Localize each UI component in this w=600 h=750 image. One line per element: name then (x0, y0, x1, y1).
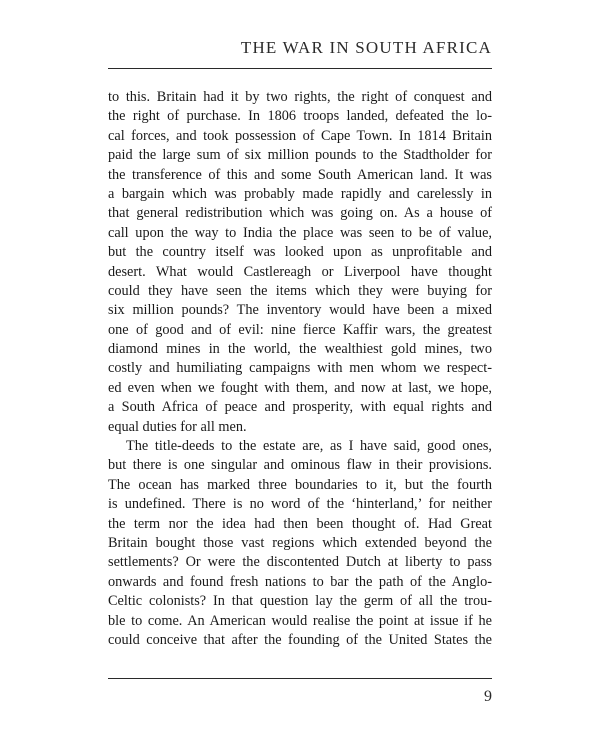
text-line: equal duties for all men. (108, 418, 247, 435)
text-line: desert. What would Castlereagh or Liverpool have thought (108, 263, 492, 280)
footer-rule (108, 678, 492, 679)
text-line: diamond mines in the world, the wealthiest gold mines, two (108, 341, 492, 358)
text-line: but the country itself was looked upon as unprofitable and (108, 244, 492, 261)
text-line: one of good and of evil: nine fierce Kaffir wars, the greatest (108, 321, 492, 338)
text-line: cal forces, and took possession of Cape Town. In 1814 Britain (108, 127, 492, 144)
text-line: the transference of this and some South American land. It was (108, 166, 492, 183)
text-line: onwards and found fresh nations to bar the path of the Anglo- (108, 573, 492, 590)
text-line: a South Africa of peace and prosperity, with equal rights and (108, 399, 492, 416)
page-number: 9 (484, 688, 492, 705)
text-line: is undefined. There is no word of the ‘hinterland,’ for neither (108, 496, 492, 513)
text-line: paid the large sum of six million pounds to the Stadtholder for (108, 147, 492, 164)
header-rule (108, 68, 492, 69)
text-line: a bargain which was probably made rapidly and carelessly in (108, 185, 492, 202)
text-line: The ocean has marked three boundaries to it, but the fourth (108, 476, 492, 493)
running-head-title: THE WAR IN SOUTH AFRICA (240, 38, 492, 57)
text-line: settlements? Or were the discontented Dutch at liberty to pass (108, 554, 492, 571)
text-line: call upon the way to India the place was seen to be of value, (108, 224, 492, 241)
text-line: six million pounds? The inventory would have been a mixed (108, 302, 492, 319)
text-line: could conceive that after the founding of the United States the (108, 631, 492, 648)
text-line: costly and humiliating campaigns with men whom we respect- (108, 360, 492, 377)
paragraph-2 (108, 437, 492, 650)
text-line: Britain bought those vast regions which extended beyond the (108, 534, 492, 551)
text-line: ed even when we fought with them, and now at last, we hope, (108, 379, 492, 396)
text-line: The title-deeds to the estate are, as I have said, good ones, (126, 438, 492, 455)
body-text (108, 88, 492, 650)
text-line: that general redistribution which was going on. As a house of (108, 205, 492, 222)
paragraph-1 (108, 88, 492, 437)
text-line: but there is one singular and ominous flaw in their provisions. (108, 457, 492, 474)
text-line: Celtic colonists? In that question lay the germ of all the trou- (108, 593, 492, 610)
text-line: the term nor the idea had then been thought of. Had Great (108, 515, 492, 532)
text-line: ble to come. An American would realise the point at issue if he (108, 612, 492, 629)
text-line: the right of purchase. In 1806 troops landed, defeated the lo- (108, 108, 492, 125)
text-line: to this. Britain had it by two rights, the right of conquest and (108, 89, 492, 105)
text-line: could they have seen the items which they were buying for (108, 282, 492, 299)
